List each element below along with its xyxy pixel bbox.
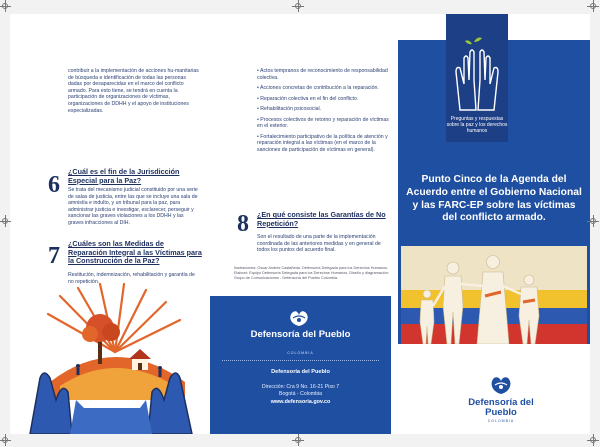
crop-mark (590, 437, 596, 443)
address-line: Dirección: Cra 9 No. 16-21 Piso 7 (261, 384, 340, 390)
question-title-7: ¿Cuáles son las Medidas de Reparación Integral a las Víctimas para la Construcción de la Paz? (68, 239, 202, 265)
divider (222, 360, 379, 361)
contact-box (210, 296, 391, 434)
raised-hands-icon (452, 32, 502, 112)
question-title-6: ¿Cuál es el fin de la Jurisdicción Especial para la Paz? (68, 167, 180, 185)
list-item: • Reparación colectiva en el fin del conflicto. (257, 96, 392, 103)
question-body-6: Se trata del mecanismo judicial constituido por una serie de salas de justicia, entre las que se incluye una sala de amnistía e indulto, y un tribunal para la paz, para administrar justicia e investigar, esclarecer, perseguir y sancionar las graves violaciones a los DDHH y las graves infracciones al DIH. (68, 187, 198, 226)
website-link[interactable]: www.defensoria.gov.co (270, 399, 331, 405)
defensoria-logo-icon (284, 308, 314, 328)
list-item: • Actos tempranos de reconocimiento de responsabilidad colectiva. (257, 68, 392, 81)
question-number-6: 6 (48, 172, 60, 198)
question-title-8: ¿En qué consiste las Garantías de No Repetición? (257, 210, 386, 228)
intro-paragraph: contribuir a la implementación de acciones hu-manitarias de búsqueda e identificación de todas las personas dadas por desaparecidas en el marco del conflicto armado. Para esto tiene, se tendrá en cuenta la participación de organizaciones de víctimas, organizaciones de DDHH y el apoyo de instituciones especializadas. (68, 68, 199, 114)
question-body-8: Son el resultado de una parte de la implementación coordinada de las anteriores medidas y en general de todos los puntos del acuerdo final. (257, 234, 381, 254)
crop-mark (295, 437, 301, 443)
crop-mark (590, 3, 596, 9)
panel-cover (398, 14, 590, 434)
question-body-7: Restitución, indemnización, rehabilitación y garantía de no repetición. (68, 272, 195, 285)
question-number-7: 7 (48, 243, 60, 269)
defensoria-logo-icon (486, 374, 516, 396)
question-number-8: 8 (237, 211, 249, 237)
cover-title: Punto Cinco de la Agenda del Acuerdo entre el Gobierno Nacional y las FARC-EP sobre las víctimas del conflicto armado. (406, 174, 582, 224)
list-item: • Rehabilitación psicosocial. (257, 106, 392, 113)
crop-mark (2, 218, 8, 224)
cover-badge (446, 14, 508, 142)
crop-mark (2, 437, 8, 443)
cover-org-logo (456, 374, 546, 423)
panel-left (10, 14, 205, 434)
crop-mark (2, 3, 8, 9)
cover-org-country: COLOMBIA (487, 419, 515, 423)
crop-mark (590, 218, 596, 224)
reparation-measures-list (257, 68, 392, 157)
cover-org-name: Defensoría del Pueblo (468, 397, 534, 418)
contact-address (210, 384, 391, 398)
panel-middle (205, 14, 398, 434)
city-line: Bogotá - Colombia (279, 391, 322, 398)
list-item: • Acciones concretas de contribución a la reparación. (257, 85, 392, 92)
brochure-sheet (10, 14, 590, 434)
list-item: • Procesos colectivos de retorno y reparación de víctimas en el exterior. (257, 117, 392, 130)
contact-org-country: COLOMBIA (287, 351, 314, 355)
crop-mark (295, 3, 301, 9)
credits-text: Ilustraciones: Oscar Andrés Castañeda. Defensoría Delegada para los Derechos Humanos. Elaboró: Equipo Defensoría Delegada para los Derechos Humanos. Diseño y diagramación: Grupo de Comunicaciones - Defensoría del Pueblo Colombia. (234, 266, 389, 280)
contact-name: Defensoría del Pueblo (271, 369, 330, 375)
list-item: • Fortalecimiento participativo de la política de atención y reparación integral a las víctimas (en el marco de la sanciones de participación de víctimas en general). (257, 134, 392, 154)
family-flag-illustration (401, 246, 587, 344)
hands-tree-illustration (20, 282, 200, 434)
badge-text: Preguntas y respuestas sobre la paz y los derechos humanos (446, 116, 508, 134)
contact-org-name: Defensoría del Pueblo (250, 329, 351, 340)
